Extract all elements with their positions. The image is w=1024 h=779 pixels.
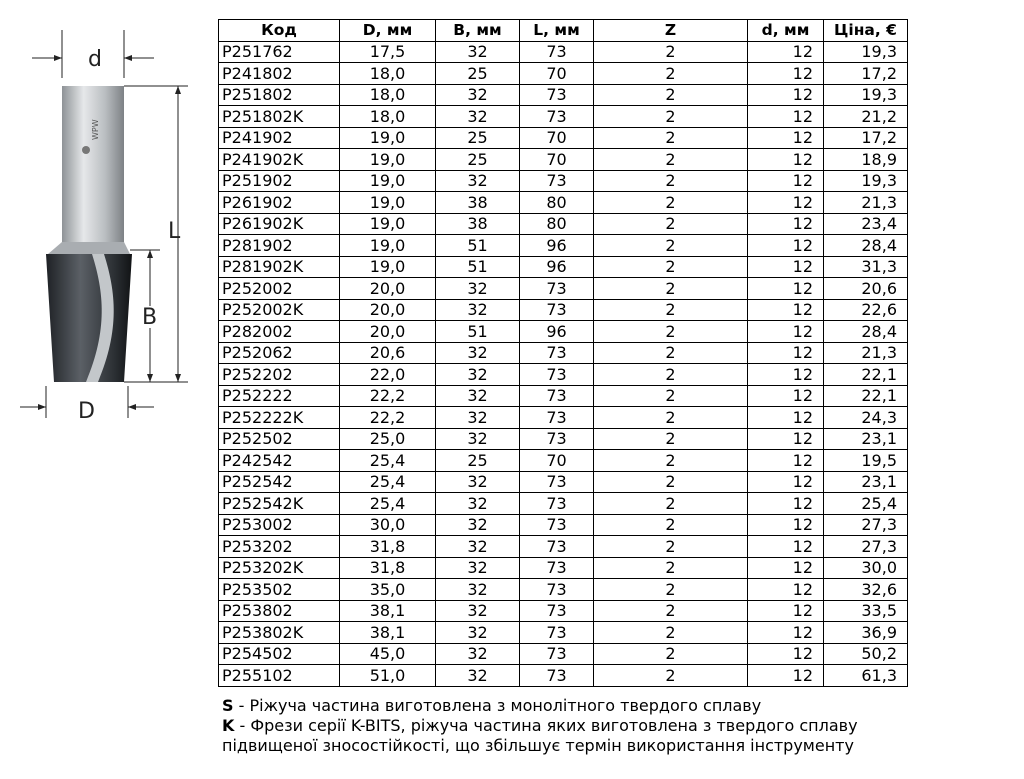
cell-B: 25 <box>436 63 520 85</box>
cell-Z: 2 <box>594 235 748 257</box>
cell-code: P241902K <box>219 149 340 171</box>
table-row <box>219 600 908 622</box>
cell-price: 31,3 <box>824 256 908 278</box>
table-row <box>219 665 908 687</box>
cell-Z: 2 <box>594 536 748 558</box>
cell-L: 96 <box>520 235 594 257</box>
cell-code: P252542K <box>219 493 340 515</box>
cell-L: 73 <box>520 278 594 300</box>
cell-d: 12 <box>748 235 824 257</box>
cell-d: 12 <box>748 643 824 665</box>
cutter-body <box>46 254 132 382</box>
cell-D: 19,0 <box>340 127 436 149</box>
cell-code: P253802K <box>219 622 340 644</box>
cell-D: 18,0 <box>340 106 436 128</box>
cell-B: 51 <box>436 321 520 343</box>
cell-B: 32 <box>436 364 520 386</box>
note-k-text-2: підвищеної зносостійкості, що збільшує термін використання інструменту <box>222 736 854 755</box>
cell-d: 12 <box>748 407 824 429</box>
table-row <box>219 450 908 472</box>
cell-code: P252002K <box>219 299 340 321</box>
cell-d: 12 <box>748 600 824 622</box>
cell-code: P241802 <box>219 63 340 85</box>
cell-D: 45,0 <box>340 643 436 665</box>
cell-Z: 2 <box>594 192 748 214</box>
cell-price: 17,2 <box>824 63 908 85</box>
dimension-B <box>130 250 162 382</box>
cell-Z: 2 <box>594 471 748 493</box>
cell-Z: 2 <box>594 278 748 300</box>
cell-B: 32 <box>436 493 520 515</box>
table-row <box>219 407 908 429</box>
cell-L: 73 <box>520 364 594 386</box>
table-row <box>219 127 908 149</box>
table-row <box>219 493 908 515</box>
cell-D: 17,5 <box>340 41 436 63</box>
cell-D: 38,1 <box>340 622 436 644</box>
cell-d: 12 <box>748 557 824 579</box>
header-L: L, мм <box>520 20 594 42</box>
cell-Z: 2 <box>594 256 748 278</box>
table-row <box>219 536 908 558</box>
cell-B: 32 <box>436 665 520 687</box>
cell-price: 21,3 <box>824 342 908 364</box>
cell-L: 73 <box>520 170 594 192</box>
cell-B: 32 <box>436 600 520 622</box>
cell-price: 28,4 <box>824 321 908 343</box>
cell-price: 36,9 <box>824 622 908 644</box>
cell-D: 19,0 <box>340 256 436 278</box>
router-bit-drawing <box>20 30 220 430</box>
cell-d: 12 <box>748 579 824 601</box>
cell-price: 27,3 <box>824 514 908 536</box>
cell-L: 96 <box>520 321 594 343</box>
shank <box>62 86 124 242</box>
cell-price: 19,3 <box>824 170 908 192</box>
cell-d: 12 <box>748 385 824 407</box>
cell-D: 31,8 <box>340 536 436 558</box>
header-B: B, мм <box>436 20 520 42</box>
cell-d: 12 <box>748 514 824 536</box>
cell-B: 32 <box>436 643 520 665</box>
cell-price: 23,4 <box>824 213 908 235</box>
table-row <box>219 84 908 106</box>
cell-D: 25,4 <box>340 471 436 493</box>
cell-price: 22,1 <box>824 364 908 386</box>
cell-price: 19,3 <box>824 41 908 63</box>
cell-B: 32 <box>436 536 520 558</box>
cell-L: 73 <box>520 428 594 450</box>
cell-price: 21,3 <box>824 192 908 214</box>
cell-d: 12 <box>748 41 824 63</box>
cell-D: 19,0 <box>340 192 436 214</box>
note-s-key: S <box>222 696 234 715</box>
note-s <box>222 696 1012 716</box>
cell-d: 12 <box>748 342 824 364</box>
cell-D: 18,0 <box>340 63 436 85</box>
cell-Z: 2 <box>594 213 748 235</box>
cell-B: 32 <box>436 471 520 493</box>
cell-d: 12 <box>748 192 824 214</box>
table-row <box>219 63 908 85</box>
cell-L: 73 <box>520 622 594 644</box>
cell-price: 21,2 <box>824 106 908 128</box>
table-row <box>219 428 908 450</box>
cell-Z: 2 <box>594 579 748 601</box>
cell-L: 96 <box>520 256 594 278</box>
cell-L: 70 <box>520 450 594 472</box>
cell-price: 61,3 <box>824 665 908 687</box>
table-header-row <box>219 20 908 42</box>
cell-code: P253202K <box>219 557 340 579</box>
cell-code: P251902 <box>219 170 340 192</box>
cell-price: 33,5 <box>824 600 908 622</box>
cell-L: 73 <box>520 385 594 407</box>
cell-Z: 2 <box>594 450 748 472</box>
cell-d: 12 <box>748 278 824 300</box>
label-L: L <box>168 219 181 244</box>
cell-B: 32 <box>436 622 520 644</box>
cell-L: 73 <box>520 342 594 364</box>
cell-D: 19,0 <box>340 170 436 192</box>
cell-code: P251802K <box>219 106 340 128</box>
table-row <box>219 321 908 343</box>
cell-B: 51 <box>436 235 520 257</box>
table-row <box>219 41 908 63</box>
cell-price: 23,1 <box>824 471 908 493</box>
cell-L: 73 <box>520 41 594 63</box>
cell-d: 12 <box>748 622 824 644</box>
cell-D: 25,0 <box>340 428 436 450</box>
cell-B: 32 <box>436 41 520 63</box>
cell-price: 22,1 <box>824 385 908 407</box>
cell-Z: 2 <box>594 385 748 407</box>
cell-D: 25,4 <box>340 493 436 515</box>
cell-L: 73 <box>520 665 594 687</box>
table-body <box>219 41 908 686</box>
cell-code: P252502 <box>219 428 340 450</box>
cell-code: P261902 <box>219 192 340 214</box>
cell-B: 32 <box>436 106 520 128</box>
table-row <box>219 342 908 364</box>
cell-L: 73 <box>520 493 594 515</box>
cell-d: 12 <box>748 106 824 128</box>
cell-price: 22,6 <box>824 299 908 321</box>
cell-d: 12 <box>748 493 824 515</box>
cell-Z: 2 <box>594 106 748 128</box>
table-row <box>219 622 908 644</box>
cell-L: 73 <box>520 471 594 493</box>
cell-code: P255102 <box>219 665 340 687</box>
cell-d: 12 <box>748 149 824 171</box>
cell-L: 80 <box>520 213 594 235</box>
cell-Z: 2 <box>594 665 748 687</box>
cell-price: 25,4 <box>824 493 908 515</box>
cell-D: 22,0 <box>340 364 436 386</box>
header-code: Код <box>219 20 340 42</box>
table-row <box>219 643 908 665</box>
cell-D: 35,0 <box>340 579 436 601</box>
table-row <box>219 514 908 536</box>
cell-code: P251802 <box>219 84 340 106</box>
cell-B: 38 <box>436 213 520 235</box>
cell-Z: 2 <box>594 557 748 579</box>
cell-code: P252202 <box>219 364 340 386</box>
brand-logo-icon <box>82 146 90 154</box>
cell-d: 12 <box>748 299 824 321</box>
cell-price: 50,2 <box>824 643 908 665</box>
cell-B: 32 <box>436 84 520 106</box>
cell-Z: 2 <box>594 364 748 386</box>
table-row <box>219 192 908 214</box>
cell-B: 32 <box>436 428 520 450</box>
cell-Z: 2 <box>594 600 748 622</box>
note-k-text-1: - Фрези серії K-BITS, ріжуча частина яких виготовлена з твердого сплаву <box>234 716 858 735</box>
cell-B: 25 <box>436 149 520 171</box>
cell-Z: 2 <box>594 149 748 171</box>
cell-Z: 2 <box>594 342 748 364</box>
table-row <box>219 557 908 579</box>
header-d: d, мм <box>748 20 824 42</box>
header-price: Ціна, € <box>824 20 908 42</box>
cell-D: 18,0 <box>340 84 436 106</box>
cell-d: 12 <box>748 63 824 85</box>
cell-Z: 2 <box>594 63 748 85</box>
cell-price: 28,4 <box>824 235 908 257</box>
note-k-key: K <box>222 716 235 735</box>
cell-B: 38 <box>436 192 520 214</box>
label-D: D <box>78 399 95 424</box>
cell-code: P252542 <box>219 471 340 493</box>
cell-B: 51 <box>436 256 520 278</box>
cell-code: P253802 <box>219 600 340 622</box>
router-bit-spec-table <box>218 19 908 687</box>
cell-Z: 2 <box>594 41 748 63</box>
cell-D: 20,0 <box>340 321 436 343</box>
cell-D: 51,0 <box>340 665 436 687</box>
cell-B: 32 <box>436 170 520 192</box>
cell-code: P252222 <box>219 385 340 407</box>
cell-L: 73 <box>520 643 594 665</box>
cell-D: 22,2 <box>340 407 436 429</box>
header-D: D, мм <box>340 20 436 42</box>
cell-price: 23,1 <box>824 428 908 450</box>
cell-code: P281902 <box>219 235 340 257</box>
cell-d: 12 <box>748 428 824 450</box>
table-row <box>219 149 908 171</box>
cell-price: 17,2 <box>824 127 908 149</box>
table-row <box>219 235 908 257</box>
cell-L: 73 <box>520 407 594 429</box>
cell-Z: 2 <box>594 428 748 450</box>
table-row <box>219 299 908 321</box>
cell-L: 73 <box>520 536 594 558</box>
table-row <box>219 579 908 601</box>
cell-L: 73 <box>520 106 594 128</box>
table-row <box>219 385 908 407</box>
cell-d: 12 <box>748 170 824 192</box>
cell-price: 24,3 <box>824 407 908 429</box>
cell-B: 32 <box>436 299 520 321</box>
cell-d: 12 <box>748 321 824 343</box>
cell-L: 80 <box>520 192 594 214</box>
cell-B: 32 <box>436 579 520 601</box>
cell-price: 19,5 <box>824 450 908 472</box>
cell-price: 20,6 <box>824 278 908 300</box>
cell-price: 19,3 <box>824 84 908 106</box>
note-s-text: - Ріжуча частина виготовлена з монолітного твердого сплаву <box>233 696 762 715</box>
cell-D: 20,0 <box>340 299 436 321</box>
table-row <box>219 170 908 192</box>
cell-Z: 2 <box>594 299 748 321</box>
cell-d: 12 <box>748 471 824 493</box>
cell-code: P261902K <box>219 213 340 235</box>
cell-Z: 2 <box>594 622 748 644</box>
cell-price: 27,3 <box>824 536 908 558</box>
table-row <box>219 213 908 235</box>
cell-Z: 2 <box>594 84 748 106</box>
cell-price: 30,0 <box>824 557 908 579</box>
dimension-d <box>32 30 154 78</box>
footnotes <box>222 696 1012 756</box>
cell-Z: 2 <box>594 514 748 536</box>
cell-D: 22,2 <box>340 385 436 407</box>
cell-d: 12 <box>748 127 824 149</box>
cell-B: 32 <box>436 407 520 429</box>
cell-Z: 2 <box>594 407 748 429</box>
cell-Z: 2 <box>594 643 748 665</box>
cell-B: 25 <box>436 450 520 472</box>
label-d: d <box>88 47 102 72</box>
cell-L: 70 <box>520 63 594 85</box>
cell-L: 73 <box>520 514 594 536</box>
cell-B: 25 <box>436 127 520 149</box>
cell-d: 12 <box>748 450 824 472</box>
cell-code: P254502 <box>219 643 340 665</box>
note-k-continued <box>222 736 1012 756</box>
table-row <box>219 471 908 493</box>
cell-d: 12 <box>748 665 824 687</box>
cell-D: 19,0 <box>340 235 436 257</box>
cell-code: P252062 <box>219 342 340 364</box>
label-B: B <box>142 305 158 330</box>
cell-code: P253202 <box>219 536 340 558</box>
cell-D: 25,4 <box>340 450 436 472</box>
cell-d: 12 <box>748 364 824 386</box>
cell-B: 32 <box>436 557 520 579</box>
cell-Z: 2 <box>594 170 748 192</box>
cell-code: P253502 <box>219 579 340 601</box>
brand-mark: WPW <box>91 119 100 140</box>
dimension-L <box>124 86 188 382</box>
cell-Z: 2 <box>594 127 748 149</box>
cell-B: 32 <box>436 278 520 300</box>
cell-d: 12 <box>748 213 824 235</box>
cell-B: 32 <box>436 514 520 536</box>
cell-D: 30,0 <box>340 514 436 536</box>
cell-L: 70 <box>520 149 594 171</box>
table-row <box>219 364 908 386</box>
table-row <box>219 106 908 128</box>
table-row <box>219 256 908 278</box>
cell-code: P241902 <box>219 127 340 149</box>
table-row <box>219 278 908 300</box>
cell-D: 20,6 <box>340 342 436 364</box>
cell-d: 12 <box>748 84 824 106</box>
cell-L: 73 <box>520 600 594 622</box>
cell-code: P251762 <box>219 41 340 63</box>
cell-d: 12 <box>748 536 824 558</box>
cell-price: 32,6 <box>824 579 908 601</box>
cell-L: 73 <box>520 84 594 106</box>
cell-code: P281902K <box>219 256 340 278</box>
cell-D: 20,0 <box>340 278 436 300</box>
cell-D: 19,0 <box>340 213 436 235</box>
note-k <box>222 716 1012 736</box>
cell-code: P242542 <box>219 450 340 472</box>
cell-B: 32 <box>436 385 520 407</box>
cell-B: 32 <box>436 342 520 364</box>
cell-d: 12 <box>748 256 824 278</box>
cell-code: P252222K <box>219 407 340 429</box>
header-Z: Z <box>594 20 748 42</box>
cell-D: 31,8 <box>340 557 436 579</box>
cell-L: 73 <box>520 579 594 601</box>
dimension-D <box>20 386 154 424</box>
cell-code: P282002 <box>219 321 340 343</box>
cell-L: 73 <box>520 557 594 579</box>
cell-Z: 2 <box>594 321 748 343</box>
cell-code: P253002 <box>219 514 340 536</box>
cell-Z: 2 <box>594 493 748 515</box>
cell-code: P252002 <box>219 278 340 300</box>
cell-L: 70 <box>520 127 594 149</box>
cell-price: 18,9 <box>824 149 908 171</box>
cell-D: 19,0 <box>340 149 436 171</box>
cell-L: 73 <box>520 299 594 321</box>
cell-D: 38,1 <box>340 600 436 622</box>
